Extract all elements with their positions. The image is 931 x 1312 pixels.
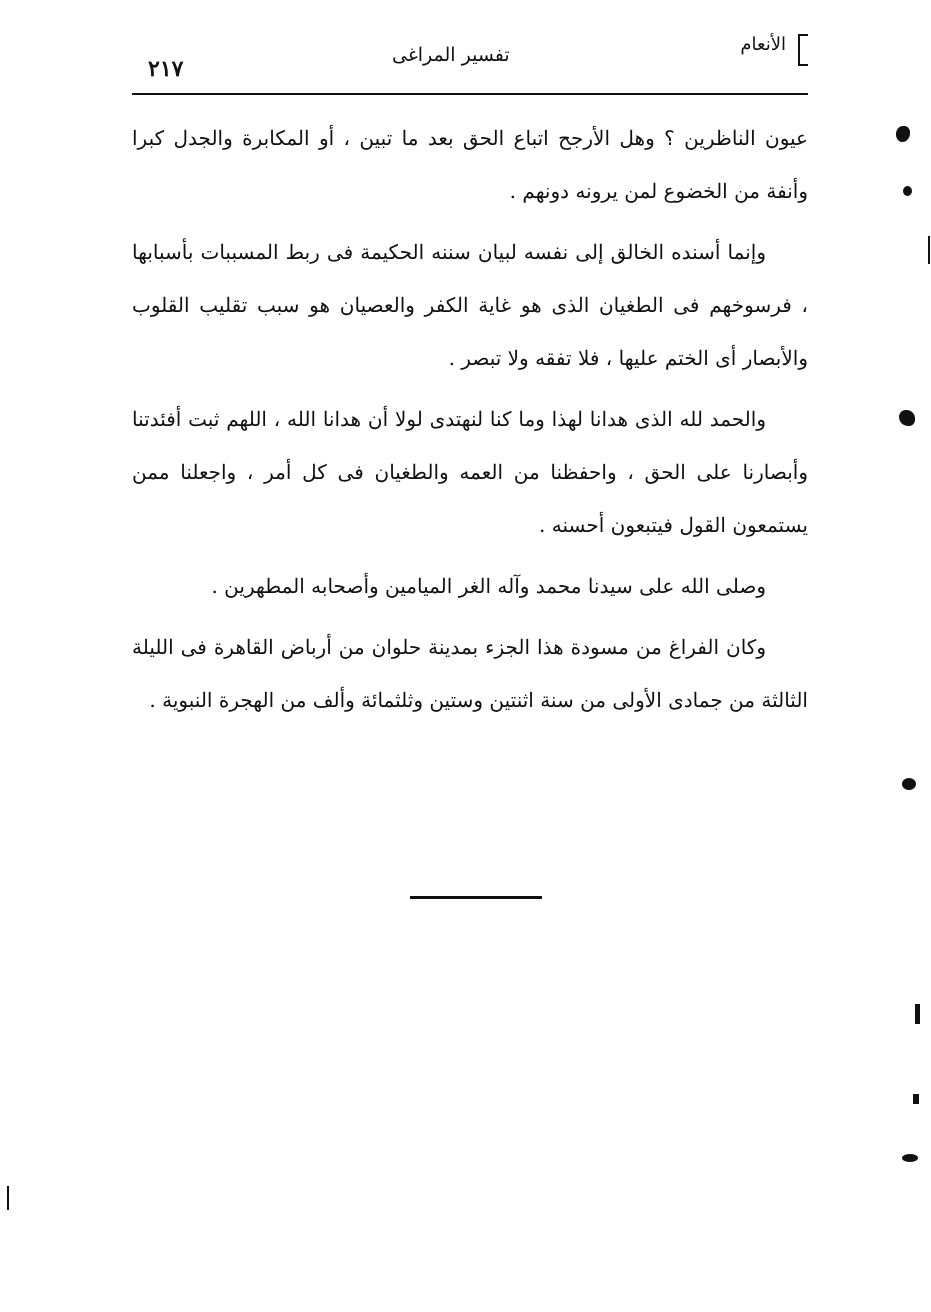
book-title: تفسير المراغى [392,44,510,66]
paragraph: وصلى الله على سيدنا محمد وآله الغر الميامين وأصحابه المطهرين . [211,574,766,598]
paragraph: والحمد لله الذى هدانا لهذا وما كنا لنهتدى لولا أن هدانا الله ، اللهم ثبت أفئدتنا وأبصارنا على الحق ، واحفظنا من العمه والطغيان فى كل أمر ، واجعلنا ممن يستمعون القول فيتبعون أحسنه . [132,407,808,537]
page-number: ٢١٧ [148,56,184,82]
scan-speck [913,1094,919,1104]
scan-speck [896,126,910,142]
scan-speck [899,410,915,426]
body-text [132,112,808,735]
scan-speck [928,236,930,264]
scan-speck [903,186,912,196]
header-bracket [798,34,808,66]
scan-speck [902,778,916,790]
end-of-section-rule [410,896,542,899]
scan-speck [915,1004,920,1024]
paragraph: وكان الفراغ من مسودة هذا الجزء بمدينة حلوان من أرباض القاهرة فى الليلة الثالثة من جمادى الأولى من سنة اثنتين وستين وثلثمائة وألف من الهجرة النبوية . [132,635,808,712]
surah-name: الأنعام [740,34,786,55]
paragraph: عيون الناظرين ؟ وهل الأرجح اتباع الحق بعد ما تبين ، أو المكابرة والجدل كبرا وأنفة من الخضوع لمن يرونه دونهم . [132,126,808,203]
header-rule [132,93,808,95]
paragraph: وإنما أسنده الخالق إلى نفسه لبيان سننه الحكيمة فى ربط المسببات بأسبابها ، فرسوخهم فى الطغيان الذى هو غاية الكفر والعصيان هو سبب تقليب القلوب والأبصار أى الختم عليها ، فلا تفقه ولا تبصر . [132,240,808,370]
scan-speck [902,1154,918,1162]
running-header [132,30,808,90]
scan-speck [7,1186,9,1210]
